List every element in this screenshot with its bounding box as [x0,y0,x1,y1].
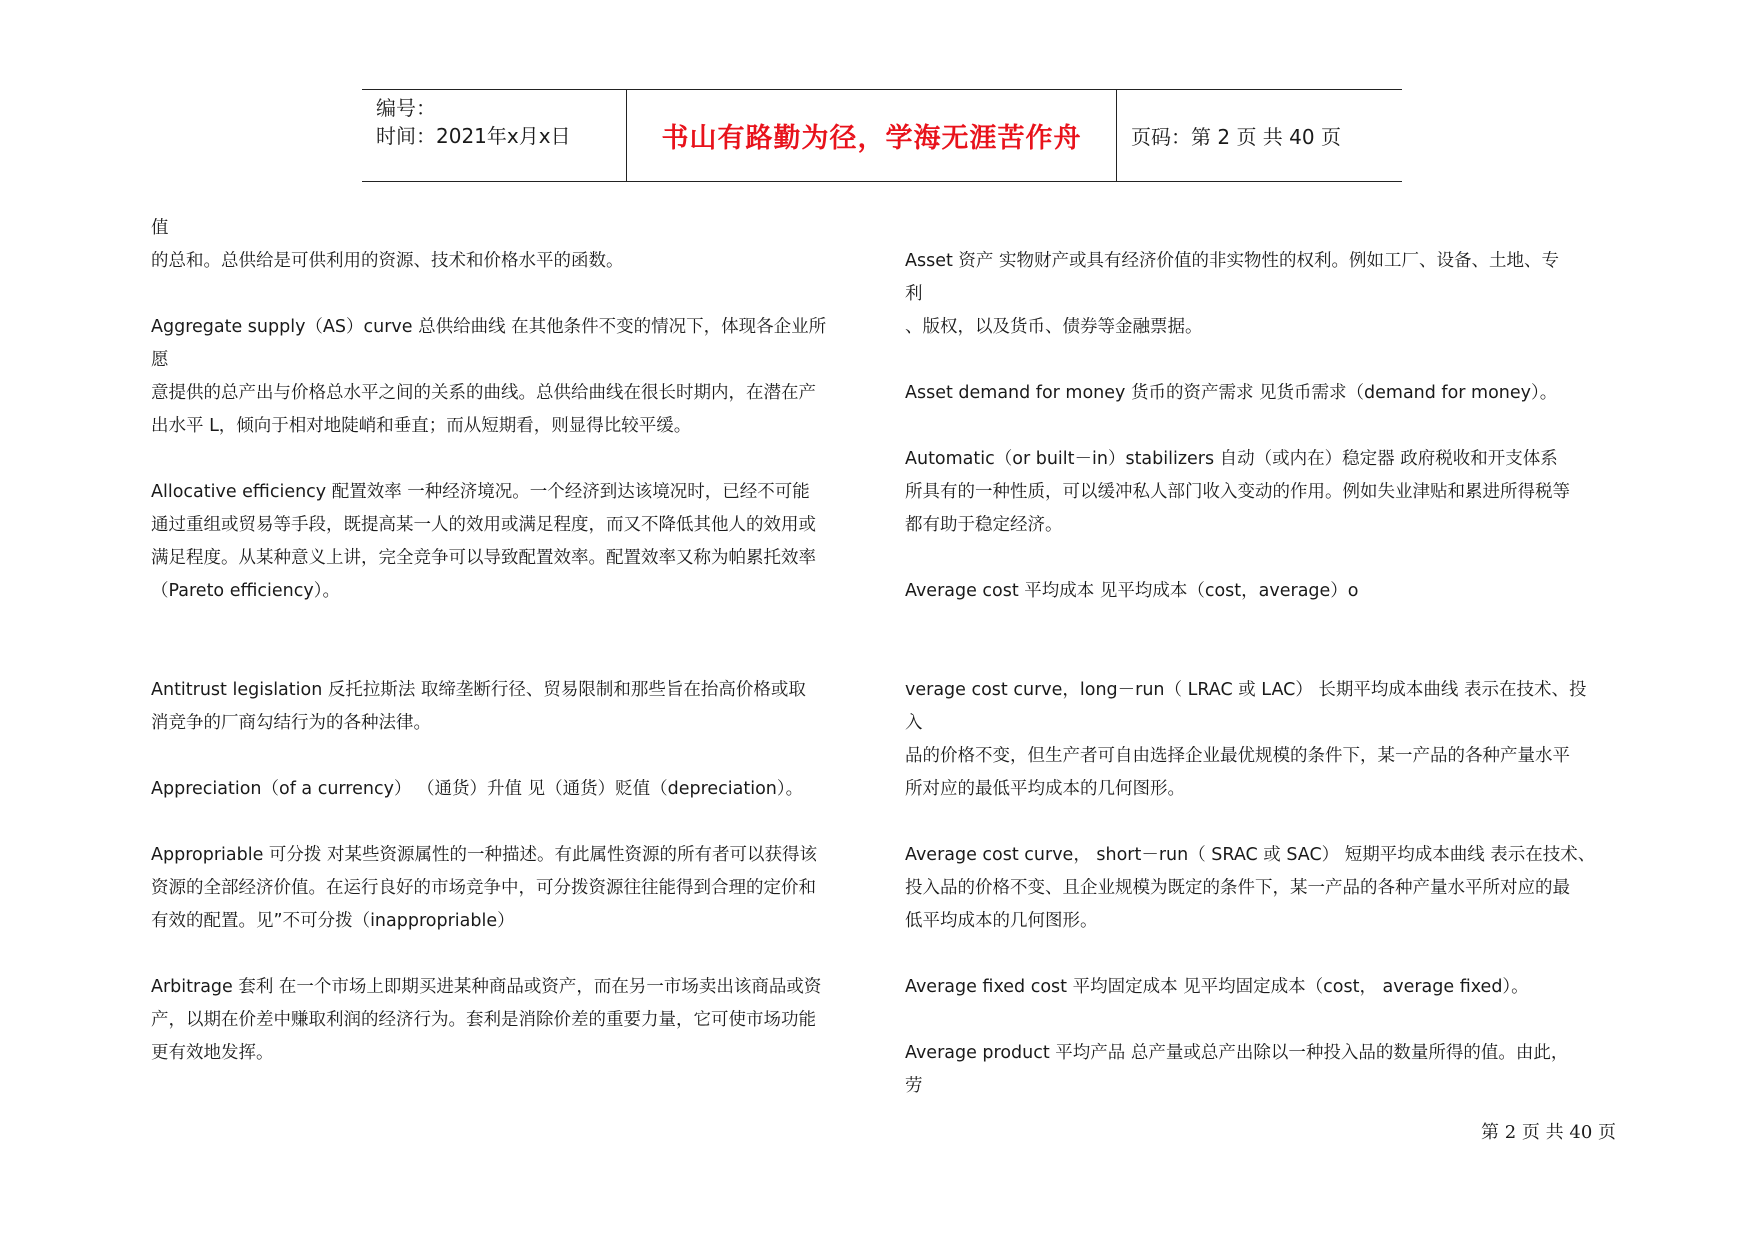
motto: 书山有路勤为径，学海无涯苦作舟 [661,123,1082,154]
number-label: 编号： [376,96,436,120]
glossary-entry: Average cost curve， short－run（ SRAC 或 SAC） 短期平均成本曲线 表示在技术、 投入品的价格不变、且企业规模为既定的条件下，某一产品的各种产量水平所对应的最 低平均成本的几何图形。 [905,845,1596,931]
glossary-entry: Asset demand for money 货币的资产需求 见货币需求（demand for money）。 [905,383,1558,403]
header-page-cell [1117,90,1402,181]
glossary-entry: Appreciation（of a currency） （通货）升值 见（通货）贬值（depreciation）。 [151,779,804,799]
header-motto-cell [627,90,1117,181]
glossary-entry: verage cost curve，long－run（ LRAC 或 LAC） 长期平均成本曲线 表示在技术、投 入 品的价格不变，但生产者可自由选择企业最优规模的条件下，某一产品的各种产量水平 所对应的最低平均成本的几何图形。 [905,680,1587,799]
glossary-entry: Asset 资产 实物财产或具有经济价值的非实物性的权利。例如工厂、设备、土地、专 利 、版权，以及货币、债券等金融票据。 [905,251,1559,337]
glossary-entry: Automatic（or built－in）stabilizers 自动（或内在）稳定器 政府税收和开支体系 所具有的一种性质，可以缓冲私人部门收入变动的作用。例如失业津贴和累进所得税等 都有助于稳定经济。 [905,449,1570,535]
glossary-entry: 值 [151,218,169,238]
glossary-entry: Average cost 平均成本 见平均成本（cost，average）o [905,581,1359,601]
left-column [151,212,866,1103]
glossary-entry: Allocative efficiency 配置效率 一种经济境况。一个经济到达该境况时，已经不可能 通过重组或贸易等手段，既提高某一人的效用或满足程度，而又不降低其他人的效用或 满足程度。从某种意义上讲，完全竞争可以导致配置效率。配置效率又称为帕累托效率 （Pareto efficiency）。 [151,482,816,601]
glossary-entry: 的总和。总供给是可供利用的资源、技术和价格水平的函数。 [151,251,624,271]
glossary-entry: Appropriable 可分拨 对某些资源属性的一种描述。有此属性资源的所有者可以获得该 资源的全部经济价值。在运行良好的市场竞争中，可分拨资源往往能得到合理的定价和 有效的配置。见”不可分拨（inappropriable） [151,845,817,931]
footer-page-number: 第 2 页 共 40 页 [1481,1122,1616,1143]
glossary-entry: Antitrust legislation 反托拉斯法 取缔垄断行径、贸易限制和那些旨在抬高价格或取 消竞争的厂商勾结行为的各种法律。 [151,680,806,733]
header-meta-cell [362,90,627,181]
right-column [905,245,1630,1136]
time-label: 时间：2021年x月x日 [376,124,571,148]
header-table [362,89,1402,182]
page-code: 页码：第 2 页 共 40 页 [1131,125,1341,149]
glossary-entry: Arbitrage 套利 在一个市场上即期买进某种商品或资产，而在另一市场卖出该商品或资 产，以期在价差中赚取利润的经济行为。套利是消除价差的重要力量，它可使市场功能 更有效地发挥。 [151,977,822,1063]
glossary-entry: Aggregate supply（AS）curve 总供给曲线 在其他条件不变的情况下，体现各企业所 愿 意提供的总产出与价格总水平之间的关系的曲线。总供给曲线在很长时期内，在潜在产 出水平 L，倾向于相对地陡峭和垂直；而从短期看，则显得比较平缓。 [151,317,827,436]
glossary-entry: Average fixed cost 平均固定成本 见平均固定成本（cost， average fixed）。 [905,977,1529,997]
glossary-entry: Average product 平均产品 总产量或总产出除以一种投入品的数量所得的值。由此， 劳 [905,1043,1569,1096]
